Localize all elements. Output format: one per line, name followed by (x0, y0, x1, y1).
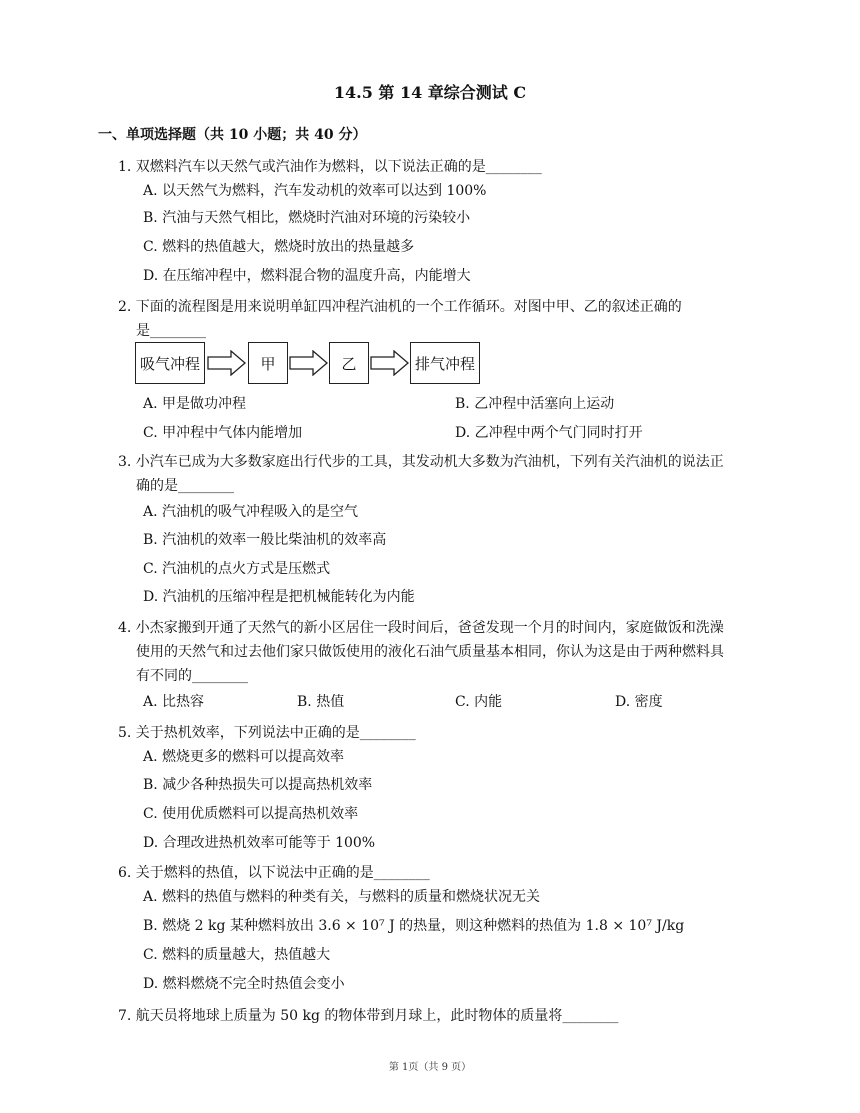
question-5-stem: 5. 关于热机效率，下列说法中正确的是________ (118, 725, 416, 741)
flow-box-exhaust: 排气冲程 (410, 342, 480, 384)
question-4-option-d: D. 密度 (615, 694, 663, 710)
question-2-stem-line2: 是________ (136, 323, 206, 339)
question-2-option-a: A. 甲是做功冲程 (143, 396, 247, 412)
question-3-option-a: A. 汽油机的吸气冲程吸入的是空气 (143, 504, 359, 520)
question-2-option-d: D. 乙冲程中两个气门同时打开 (455, 425, 643, 441)
question-2-stem-line1: 2. 下面的流程图是用来说明单缸四冲程汽油机的一个工作循环。对图中甲、乙的叙述正确的 (118, 299, 682, 315)
question-4-option-a: A. 比热容 (143, 694, 205, 710)
question-3-option-d: D. 汽油机的压缩冲程是把机械能转化为内能 (143, 589, 415, 605)
flow-arrow-icon (207, 350, 247, 376)
question-5-option-d: D. 合理改进热机效率可能等于 100% (143, 835, 376, 851)
question-4-stem-line3: 有不同的________ (136, 668, 248, 684)
question-3-stem-line2: 确的是________ (136, 478, 234, 494)
question-4-stem-line2: 使用的天然气和过去他们家只做饭使用的液化石油气质量基本相同，你认为这是由于两种燃料具 (136, 644, 724, 660)
question-1-option-d: D. 在压缩冲程中，燃料混合物的温度升高，内能增大 (143, 268, 471, 284)
question-6-option-a: A. 燃料的热值与燃料的种类有关，与燃料的质量和燃烧状况无关 (143, 889, 541, 905)
flow-arrow-icon (370, 350, 410, 376)
question-6-option-b: B. 燃烧 2 kg 某种燃料放出 3.6 × 10⁷ J 的热量，则这种燃料的热值为 1.8 × 10⁷ J/kg (143, 918, 685, 934)
question-1-option-c: C. 燃料的热值越大，燃烧时放出的热量越多 (143, 239, 415, 255)
question-6-stem: 6. 关于燃料的热值，以下说法中正确的是________ (118, 865, 430, 881)
document-title: 14.5 第 14 章综合测试 C (333, 83, 527, 102)
flow-box-intake: 吸气冲程 (135, 342, 205, 384)
question-1-option-a: A. 以天然气为燃料，汽车发动机的效率可以达到 100% (143, 183, 487, 199)
question-1-option-b: B. 汽油与天然气相比，燃烧时汽油对环境的污染较小 (143, 210, 471, 226)
flow-arrow-icon (289, 350, 329, 376)
flow-box-yi: 乙 (329, 342, 369, 384)
page-footer: 第 1页（共 9 页） (388, 1062, 472, 1073)
flow-box-jia: 甲 (248, 342, 288, 384)
question-4-option-b: B. 热值 (297, 694, 345, 710)
question-5-option-b: B. 减少各种热损失可以提高热机效率 (143, 777, 373, 793)
question-5-option-a: A. 燃烧更多的燃料可以提高效率 (143, 749, 345, 765)
question-6-option-d: D. 燃料燃烧不完全时热值会变小 (143, 976, 345, 992)
section-heading: 一、单项选择题（共 10 小题；共 40 分） (98, 127, 367, 143)
question-3-option-b: B. 汽油机的效率一般比柴油机的效率高 (143, 532, 387, 548)
question-5-option-c: C. 使用优质燃料可以提高热机效率 (143, 806, 359, 822)
question-6-option-c: C. 燃料的质量越大，热值越大 (143, 947, 331, 963)
question-1-stem: 1. 双燃料汽车以天然气或汽油作为燃料，以下说法正确的是________ (118, 159, 542, 175)
question-4-stem-line1: 4. 小杰家搬到开通了天然气的新小区居住一段时间后，爸爸发现一个月的时间内，家庭做饭和洗澡 (118, 620, 724, 636)
question-7-stem: 7. 航天员将地球上质量为 50 kg 的物体带到月球上，此时物体的质量将________ (118, 1008, 619, 1024)
question-3-stem-line1: 3. 小汽车已成为大多数家庭出行代步的工具，其发动机大多数为汽油机，下列有关汽油机的说法正 (118, 454, 724, 470)
question-3-option-c: C. 汽油机的点火方式是压燃式 (143, 561, 331, 577)
question-2-option-b: B. 乙冲程中活塞向上运动 (455, 396, 615, 412)
question-2-option-c: C. 甲冲程中气体内能增加 (143, 425, 303, 441)
question-4-option-c: C. 内能 (455, 694, 503, 710)
